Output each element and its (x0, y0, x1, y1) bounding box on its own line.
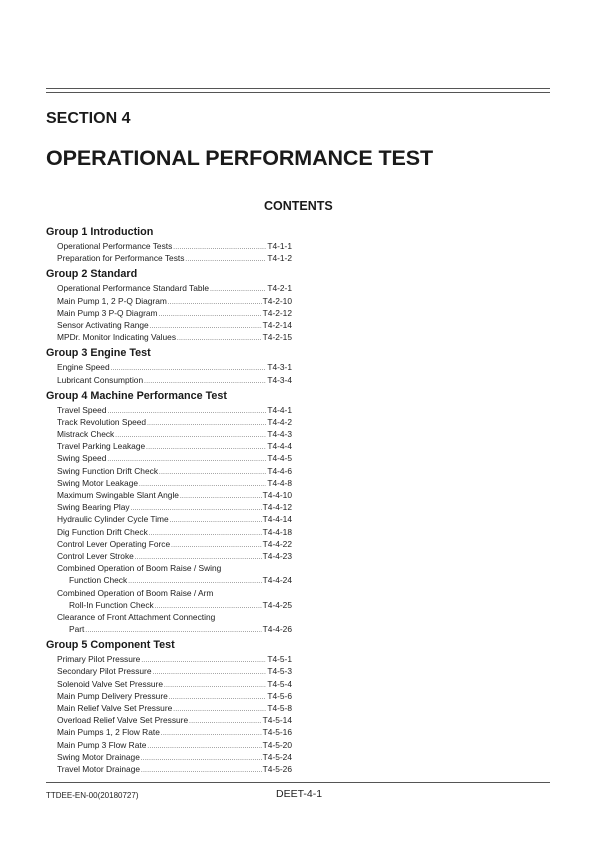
toc-entry-title: Engine Speed (57, 362, 110, 373)
toc-entry[interactable] (46, 374, 292, 386)
toc-dot-leader (170, 515, 262, 527)
toc-page-number: T4-4-5 (267, 453, 292, 464)
toc-entry[interactable] (46, 763, 292, 775)
toc-entry-title: Lubricant Consumption (57, 374, 144, 385)
toc-page-number: T4-2-14 (262, 319, 292, 330)
toc-page-number: T4-5-3 (267, 666, 292, 677)
toc-entry-title: Sensor Activating Range (57, 319, 149, 330)
toc-page-number: T4-4-12 (262, 502, 292, 513)
toc-page-number: T4-1-1 (267, 241, 292, 251)
toc-entry-title: Travel Motor Drainage (57, 763, 141, 774)
toc-dot-leader (164, 680, 266, 692)
toc-dot-leader (169, 692, 267, 704)
toc-page-number: T4-5-24 (262, 751, 292, 762)
toc-entry-title: Function Check (69, 575, 128, 586)
toc-entry[interactable] (46, 538, 292, 550)
toc-entry[interactable] (46, 739, 292, 751)
toc-entry[interactable] (46, 319, 292, 331)
toc-entry[interactable] (46, 574, 292, 586)
toc-page-number: T4-5-8 (267, 703, 292, 713)
toc-page-number: T4-5-14 (262, 715, 292, 726)
toc-entry-title: Control Lever Stroke (57, 550, 134, 561)
toc-dot-leader (146, 442, 266, 454)
toc-entry-title: Main Pumps 1, 2 Flow Rate (57, 727, 160, 738)
toc-dot-leader (161, 728, 262, 740)
contents-heading: CONTENTS (264, 199, 333, 213)
toc-dot-leader (141, 655, 266, 667)
toc-entry[interactable] (46, 295, 292, 307)
toc-page-number: T4-4-18 (262, 526, 292, 537)
toc-page-number: T4-4-26 (262, 624, 292, 635)
toc-page-number: T4-5-6 (267, 690, 292, 701)
toc-entry[interactable] (46, 282, 292, 294)
toc-entry[interactable] (46, 690, 292, 702)
toc-entry[interactable] (46, 440, 292, 452)
toc-entry[interactable] (46, 307, 292, 319)
table-of-contents (46, 225, 292, 775)
toc-page-number: T4-4-2 (267, 416, 292, 427)
header-rule-bottom (46, 92, 550, 93)
toc-entry[interactable] (46, 751, 292, 763)
toc-entry-title: Control Lever Operating Force (57, 538, 171, 549)
toc-page-number: T4-2-10 (262, 295, 292, 306)
toc-entry-title: Operational Performance Standard Table (57, 283, 210, 294)
toc-entry-first-line: Combined Operation of Boom Raise / Swing (57, 563, 222, 574)
toc-page-number: T4-4-24 (262, 575, 292, 586)
toc-entry[interactable] (46, 452, 292, 464)
toc-dot-leader (153, 667, 267, 679)
toc-entry-title: Preparation for Performance Tests (57, 253, 185, 264)
toc-entry-title: Swing Speed (57, 453, 107, 464)
toc-page-number: T4-1-2 (267, 253, 292, 264)
toc-entry-title: Part (69, 624, 85, 635)
toc-dot-leader (147, 418, 266, 430)
footer-rule (46, 782, 550, 783)
section-label: SECTION 4 (46, 110, 131, 127)
toc-entry-title: Swing Bearing Play (57, 502, 130, 513)
toc-dot-leader (85, 625, 261, 637)
toc-page-number: T4-5-1 (267, 654, 292, 665)
toc-entry-title: Roll-In Function Check (69, 599, 154, 610)
toc-page-number: T4-5-16 (262, 727, 292, 738)
toc-entry-title: Travel Speed (57, 404, 107, 415)
toc-dot-leader (171, 540, 262, 552)
toc-dot-leader (177, 333, 262, 345)
toc-page-number: T4-4-3 (267, 429, 292, 440)
toc-page-number: T4-4-25 (262, 599, 292, 610)
toc-entry[interactable] (46, 252, 292, 264)
toc-entry-title: Secondary Pilot Pressure (57, 666, 152, 677)
toc-entry[interactable] (46, 501, 292, 513)
toc-group-heading: Group 3 Engine Test (46, 347, 151, 360)
toc-entry[interactable] (46, 513, 292, 525)
toc-page-number: T4-5-26 (262, 763, 292, 774)
toc-page-number: T4-2-1 (267, 283, 292, 294)
toc-entry-title: Main Pump 3 P-Q Diagram (57, 307, 158, 318)
toc-entry-first-line: Combined Operation of Boom Raise / Arm (57, 587, 214, 598)
toc-dot-leader (168, 297, 262, 309)
toc-entry-title: Main Pump 3 Flow Rate (57, 739, 147, 750)
toc-dot-leader (141, 765, 262, 777)
toc-entry[interactable] (46, 653, 292, 665)
toc-page-number: T4-2-12 (262, 307, 292, 318)
toc-dot-leader (147, 741, 261, 753)
toc-page-number: T4-4-6 (267, 465, 292, 476)
toc-page-number: T4-4-22 (262, 538, 292, 549)
toc-group-heading: Group 5 Component Test (46, 639, 175, 652)
toc-entry[interactable] (46, 477, 292, 489)
toc-entry[interactable] (46, 665, 292, 677)
toc-group-heading: Group 4 Machine Performance Test (46, 389, 227, 402)
toc-entry[interactable] (46, 489, 292, 501)
toc-entry[interactable] (46, 599, 292, 611)
toc-entry-title: Dig Function Drift Check (57, 526, 148, 537)
toc-entry[interactable] (46, 428, 292, 440)
toc-entry[interactable] (46, 465, 292, 477)
toc-entry[interactable] (46, 526, 292, 538)
toc-dot-leader (185, 254, 266, 266)
toc-dot-leader (159, 467, 266, 479)
toc-page-number: T4-4-1 (267, 404, 292, 415)
toc-page-number: T4-3-1 (267, 362, 292, 373)
footer-doc-code: TTDEE-EN-00(20180727) (46, 791, 139, 800)
toc-entry-first-line: Clearance of Front Attachment Connecting (57, 611, 216, 622)
toc-page-number: T4-5-20 (262, 739, 292, 750)
toc-entry-title: Main Pump Delivery Pressure (57, 690, 168, 701)
toc-entry[interactable] (46, 702, 292, 714)
toc-entry-title: Main Relief Valve Set Pressure (57, 703, 173, 713)
header-rule-top (46, 88, 550, 89)
toc-entry[interactable] (46, 404, 292, 416)
toc-entry-title: Primary Pilot Pressure (57, 654, 141, 665)
toc-dot-leader (141, 753, 262, 765)
toc-dot-leader (144, 376, 266, 388)
toc-entry-title: Operational Performance Tests (57, 241, 173, 251)
toc-page-number: T4-3-4 (267, 374, 292, 385)
toc-page-number: T4-4-8 (267, 477, 292, 488)
toc-entry[interactable] (46, 361, 292, 373)
toc-entry[interactable] (46, 416, 292, 428)
toc-page-number: T4-4-10 (262, 490, 292, 500)
toc-entry-title: Overload Relief Valve Set Pressure (57, 715, 189, 726)
toc-dot-leader (189, 716, 262, 728)
toc-dot-leader (173, 242, 266, 254)
toc-entry-title: Mistrack Check (57, 429, 115, 440)
toc-entry[interactable] (46, 240, 292, 252)
toc-entry-title: Maximum Swingable Slant Angle (57, 490, 179, 500)
toc-entry-title: Swing Motor Drainage (57, 751, 140, 762)
toc-page-number: T4-4-4 (267, 441, 292, 452)
toc-entry-title: Track Revolution Speed (57, 416, 147, 427)
toc-entry[interactable] (46, 550, 292, 562)
page-title: OPERATIONAL PERFORMANCE TEST (46, 146, 434, 170)
toc-entry[interactable] (46, 623, 292, 635)
toc-page-number: T4-4-14 (262, 514, 292, 525)
toc-entry[interactable] (46, 726, 292, 738)
toc-dot-leader (159, 309, 262, 321)
toc-dot-leader (180, 491, 262, 503)
toc-page-number: T4-2-15 (262, 332, 292, 343)
toc-entry-title: Swing Motor Leakage (57, 477, 139, 488)
toc-entry-title: Solenoid Valve Set Pressure (57, 678, 163, 689)
toc-entry-title: Hydraulic Cylinder Cycle Time (57, 514, 169, 525)
toc-entry-title: Swing Function Drift Check (57, 465, 159, 476)
toc-entry-title: Travel Parking Leakage (57, 441, 146, 452)
footer-page-number: DEET-4-1 (276, 788, 323, 800)
toc-entry[interactable] (46, 714, 292, 726)
toc-group-heading: Group 1 Introduction (46, 226, 154, 238)
toc-page-number: T4-5-4 (267, 678, 292, 689)
toc-dot-leader (210, 284, 266, 296)
toc-group-heading: Group 2 Standard (46, 268, 138, 281)
toc-entry-title: MPDr. Monitor Indicating Values (57, 332, 177, 343)
toc-entry-title: Main Pump 1, 2 P-Q Diagram (57, 295, 167, 306)
toc-page-number: T4-4-23 (262, 550, 292, 561)
toc-entry[interactable] (46, 331, 292, 343)
toc-entry[interactable] (46, 678, 292, 690)
